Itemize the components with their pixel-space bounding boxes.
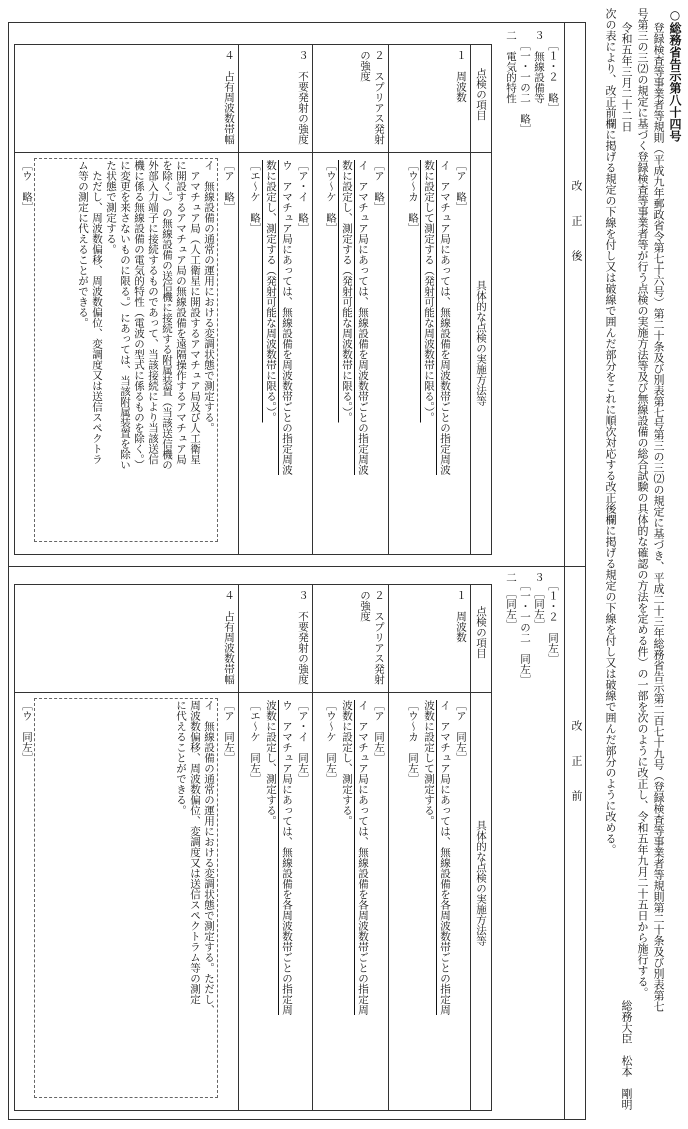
after-row4-m9: た状態で測定する。 <box>105 160 117 255</box>
before-col-item: 点検の項目 <box>475 606 487 659</box>
after-row4-item: ４ 占有周波数帯幅 <box>223 50 235 145</box>
after-preamble-2: ３ 無線設備等 <box>533 30 545 104</box>
before-preamble-4: 二 ［同左］ <box>505 572 517 630</box>
before-row2-m1: ［ア 同左］ <box>373 700 385 763</box>
after-row2-m4: ［ウ〜ケ 略］ <box>325 160 337 234</box>
after-row3-m3: 数に設定し、測定する（発射可能な周波数帯に限る。）。 <box>265 160 277 423</box>
after-row1-m1: ［ア 略］ <box>455 160 467 213</box>
after-preamble-4: 二 電気的特性 <box>505 30 517 104</box>
after-row1-m4: ［ウ〜カ 略］ <box>407 160 419 234</box>
before-row2-m2: イ アマチュア局にあっては、無線設備を各周波数帯ごとの指定周 <box>357 700 369 1015</box>
before-row1-m1: ［ア 同左］ <box>455 700 467 763</box>
after-row4-m11: ム等の測定に代えることができる。 <box>77 160 89 328</box>
before-row2-m4: ［ウ〜ケ 同左］ <box>325 700 337 784</box>
after-row4-m6: 外部入力端子に接続するものであって、当該接続により当該送信 <box>147 160 159 465</box>
after-row2-item-2: の強度 <box>359 50 371 82</box>
after-row1-m3: 数に設定して測定する（発射可能な周波数帯に限る。）。 <box>423 160 435 423</box>
after-row4-m8: に変更を来さないものに限る。）にあっては、当該附属装置を除い <box>119 160 131 470</box>
after-row4-m12: ［ウ 略］ <box>21 160 33 213</box>
before-row1-m3: 波数に設定して測定する。 <box>423 700 435 826</box>
after-col-item: 点検の項目 <box>475 68 487 121</box>
after-row3-m2: ウ アマチュア局にあっては、無線設備を周波数帯ごとの指定周波 <box>281 160 293 475</box>
after-row2-item-1: ２ スプリアス発射 <box>373 50 385 145</box>
before-preamble-1: ［１・２ 同左］ <box>547 580 559 664</box>
before-row4-item: ４ 占有周波数帯幅 <box>223 590 235 685</box>
before-row3-m4: ［エ〜ケ 同左］ <box>249 700 261 784</box>
before-row3-item: ３ 不要発射の強度 <box>297 590 309 685</box>
before-row2-m3: 波数に設定し、測定する。 <box>341 700 353 826</box>
before-row4-m2: イ 無線設備の通常の運用における変調状態で測定する。ただし、 <box>203 700 215 1015</box>
after-row4-m1: ［ア 略］ <box>223 160 235 213</box>
after-col-method: 具体的な点検の実施方法等 <box>475 280 487 406</box>
before-row3-m2: ウ アマチュア局にあっては、無線設備を各周波数帯ごとの指定周 <box>281 700 293 1015</box>
signer-name: 松本 剛明 <box>620 1055 633 1110</box>
after-row4-m7: 機に係る無線設備の電気的特性（電波の型式に係るものを除く。） <box>133 160 145 470</box>
after-row4-m5: を除く。）の無線設備の送信機に接続する附属装置（当該送信機の <box>161 160 173 470</box>
after-preamble-3: ［一・一の二 略］ <box>519 40 531 135</box>
before-col-method: 具体的な点検の実施方法等 <box>475 820 487 946</box>
before-row4-m3: 周波数偏移、周波数偏位、変調度又は送信スペクトラム等の測定 <box>189 700 201 1005</box>
after-row3-m1: ［ア・イ 略］ <box>297 160 309 234</box>
notice-date: 令和五年三月二十二日 <box>620 22 633 132</box>
before-row3-m1: ［ア・イ 同左］ <box>297 700 309 784</box>
after-preamble-1: ［１・２ 略］ <box>547 40 559 114</box>
before-row4-m12: ［ウ 同左］ <box>21 700 33 763</box>
after-row1-m2: イ アマチュア局にあっては、無線設備を周波数帯ごとの指定周波 <box>439 160 451 475</box>
after-row4-m2: イ 無線設備の通常の運用における変調状態で測定する。 <box>203 160 215 433</box>
after-row4-m4: に開設するアマチュア局の無線設備を遠隔操作するアマチュア局 <box>175 160 187 465</box>
before-row1-m4: ［ウ〜カ 同左］ <box>407 700 419 784</box>
notice-body-line-1: 登録検査等事業者等規則（平成九年郵政省令第七十六号）第二十条及び別表第七号第三の三⑵の規定に基づき、平成二十三年総務省告示第二百七十九号（登録検査等事業者等規則第二十条及び別表第七 <box>652 22 665 1012</box>
before-preamble-3: ［一・一の二 同左］ <box>519 580 531 685</box>
before-row2-item-1: ２ スプリアス発射 <box>373 590 385 685</box>
before-row2-item-2: の強度 <box>359 590 371 622</box>
before-header: 改正前 <box>570 720 583 825</box>
before-row4-m1: ［ア 同左］ <box>223 700 235 763</box>
after-row2-m3: 数に設定し、測定する（発射可能な周波数帯に限る。）。 <box>341 160 353 423</box>
after-header: 改正後 <box>570 180 583 285</box>
before-preamble-2: ３ ［同左］ <box>533 572 545 630</box>
notice-instruction: 次の表により、改正前欄に掲げる規定の下線を付し又は破線で囲んだ部分をこれに順次対応する改正後欄に掲げる規定の下線を付し又は破線で囲んだ部分のように改める。 <box>604 8 617 855</box>
after-row1-item: １ 周波数 <box>455 50 467 103</box>
after-row2-m2: イ アマチュア局にあっては、無線設備を周波数帯ごとの指定周波 <box>357 160 369 475</box>
notice-body-line-2: 号第三の三⑵の規定に基づく登録検査等事業者等が行う点検の実施方法等及び無線設備の総合試験の具体的な確認の方法を定める件）の一部を次のように改正し、令和五年九月二十五日から施行する。 <box>636 8 649 998</box>
after-row3-m4: ［エ〜ケ 略］ <box>249 160 261 234</box>
before-row1-m2: イ アマチュア局にあっては、無線設備を各周波数帯ごとの指定周 <box>439 700 451 1015</box>
after-row2-m1: ［ア 略］ <box>373 160 385 213</box>
before-row1-item: １ 周波数 <box>455 590 467 643</box>
after-row3-item: ３ 不要発射の強度 <box>297 50 309 145</box>
after-row4-m10: ただし、周波数偏移、周波数偏位、変調度又は送信スペクトラ <box>91 160 103 465</box>
signer-title: 総務大臣 <box>620 1000 633 1044</box>
notice-number: ○総務省告示第八十四号 <box>668 8 682 142</box>
before-row3-m3: 波数に設定し、測定する。 <box>265 700 277 826</box>
after-row4-m3: アマチュア局（人工衛星に開設するアマチュア局及び人工衛星 <box>189 160 201 465</box>
before-row4-m4: に代えることができる。 <box>175 700 187 816</box>
